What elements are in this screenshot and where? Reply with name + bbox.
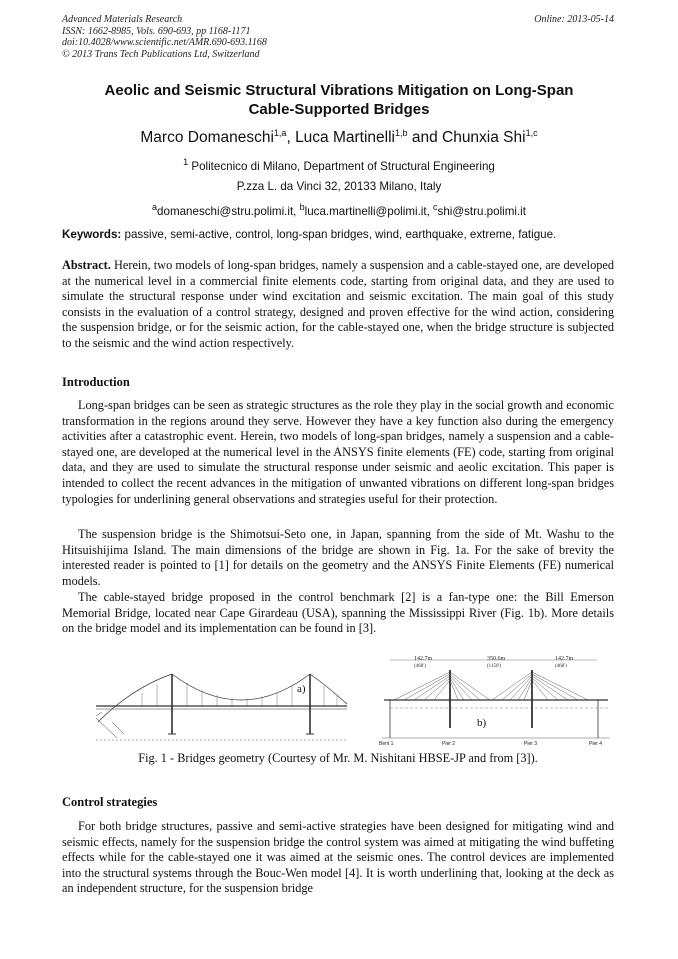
author-3-sup: 1,c (525, 128, 538, 138)
author-2-sup: 1,b (395, 128, 408, 138)
dim-1: 142.7m (414, 656, 433, 662)
section-heading-control: Control strategies (62, 795, 158, 809)
email-b-sup: b (299, 202, 305, 212)
email-a[interactable]: domaneschi@stru.polimi.it, (157, 204, 300, 218)
author-1: Marco Domaneschi (140, 129, 274, 147)
title-line-2: Cable-Supported Bridges (248, 101, 430, 118)
label-a: a) (297, 683, 306, 695)
label-b: b) (477, 717, 487, 729)
side-cable-right (310, 674, 347, 704)
paper-title (60, 81, 618, 119)
dim-1b: (468') (414, 664, 426, 669)
author-separator: , (286, 129, 296, 147)
affiliation-text: Politecnico di Milano, Department of Structural Engineering (188, 159, 495, 173)
author-list (60, 128, 618, 147)
keywords (62, 228, 622, 241)
stay-cables-left (394, 672, 490, 700)
keywords-label: Keywords: (62, 228, 122, 241)
author-separator: and (407, 129, 442, 147)
pier-2-label: Pier 2 (442, 741, 456, 746)
pier-4-label: Pier 4 (589, 741, 603, 746)
bent-1-label: Bent 1 (379, 741, 394, 746)
intro-paragraph-3: The cable-stayed bridge proposed in the control benchmark [2] is a fan-type one: the Bill Emerson Memorial Bridge, located near Cape Girardeau (USA), spanning the Mississippi River (Fig. 1b). More details on the bridge model and its implementation can be found in [3]. (62, 590, 614, 636)
dim-3: 142.7m (555, 656, 574, 662)
author-3: Chunxia Shi (442, 129, 526, 147)
email-c[interactable]: shi@stru.polimi.it (437, 204, 526, 218)
email-c-sup: c (433, 202, 438, 212)
abstract (62, 258, 614, 352)
affiliation-sup: 1 (183, 157, 189, 167)
figure-caption: Fig. 1 - Bridges geometry (Courtesy of Mr. M. Nishitani HBSE-JP and from [3]). (138, 751, 538, 765)
email-a-sup: a (152, 202, 158, 212)
abstract-label: Abstract. (62, 258, 111, 272)
section-heading-introduction: Introduction (62, 375, 130, 389)
side-cable-left (98, 674, 172, 722)
copyright: © 2013 Trans Tech Publications Ltd, Switzerland (62, 48, 260, 60)
dim-3b: (468') (555, 664, 567, 669)
online-date: Online: 2013-05-14 (534, 14, 614, 25)
affiliation-line-1 (60, 157, 618, 173)
pier-3-label: Pier 3 (524, 741, 538, 746)
main-cable (172, 674, 310, 700)
dim-2b: (1150') (487, 664, 502, 669)
keywords-text: passive, semi-active, control, long-span bridges, wind, earthquake, extreme, fatigue. (121, 228, 557, 241)
dim-2: 350.6m (487, 656, 506, 662)
doi: doi:10.4028/www.scientific.net/AMR.690-693.1168 (62, 37, 267, 48)
intro-paragraph-1: Long-span bridges can be seen as strategic structures as the role they play in the social growth and economic transformation in the regions around they serve. However they have a key function also during the emergency activities after a catastrophic event. Herein, two models of long-span bridges, namely a suspension and a cable-stayed one, are developed at the numerical level in the ANSYS finite elements (FE) code, starting from original data, and they are used to simulate the structural response under seismic and aeolic excitation. This paper is intended to collect the recent advances in the mitigation of unwanted vibrations on different long-span bridges typologies for underlining general observations and strategies useful for their protection. (62, 398, 614, 506)
affiliation-line-2: P.zza L. da Vinci 32, 20133 Milano, Italy (236, 180, 442, 193)
author-2: Luca Martinelli (295, 129, 395, 147)
email-line (60, 202, 618, 218)
figure-1 (62, 656, 618, 746)
author-1-sup: 1,a (273, 128, 287, 138)
journal-header (62, 14, 267, 60)
control-paragraph-1: For both bridge structures, passive and semi-active strategies have been designed for mitigating wind and seismic effects, namely for the suspension bridge the control system was aimed at mitigating the wind buffeting effects while for the cable-stayed one it was aimed at the seismic ones. The control devices are implemented into the structural systems through the Bouc-Wen model [4]. It is worth underlining that, looking at the deck as an independent structure, for the suspension bridge (62, 819, 614, 896)
journal-name: Advanced Materials Research (62, 14, 183, 25)
stay-cables-right (492, 672, 588, 700)
anchorage-left (96, 712, 124, 738)
abstract-text: Herein, two models of long-span bridges, namely a suspension and a cable-stayed one, are developed at the numerical level in a commercial finite elements code, starting from original data, and they are used to simulate the structural response under wind excitation and seismic excitation. The main goal of this study consists in the evaluation of a control strategy, designed and proven effective for the wind action, considering the suspension bridge, or for the seismic action, for the cable-stayed one, when the bridge structure is subjected to the seismic and the wind action respectively. (62, 258, 614, 350)
email-b[interactable]: luca.martinelli@polimi.it, (304, 204, 434, 218)
issn: ISSN: 1662-8985, Vols. 690-693, pp 1168-1171 (62, 25, 251, 37)
suspension-bridge-drawing (96, 674, 347, 740)
cable-stayed-bridge-drawing (379, 656, 610, 746)
intro-paragraph-2: The suspension bridge is the Shimotsui-Seto one, in Japan, spanning from the side of Mt. Washu to the Hitsuishijima Island. The main dimensions of the bridge are shown in Fig. 1a. For the sake of brevity the interested reader is pointed to [1] for details on the geometry and the ANSYS Finite Elements (FE) numerical models. (62, 527, 614, 588)
title-line-1: Aeolic and Seismic Structural Vibrations Mitigation on Long-Span (104, 82, 574, 99)
